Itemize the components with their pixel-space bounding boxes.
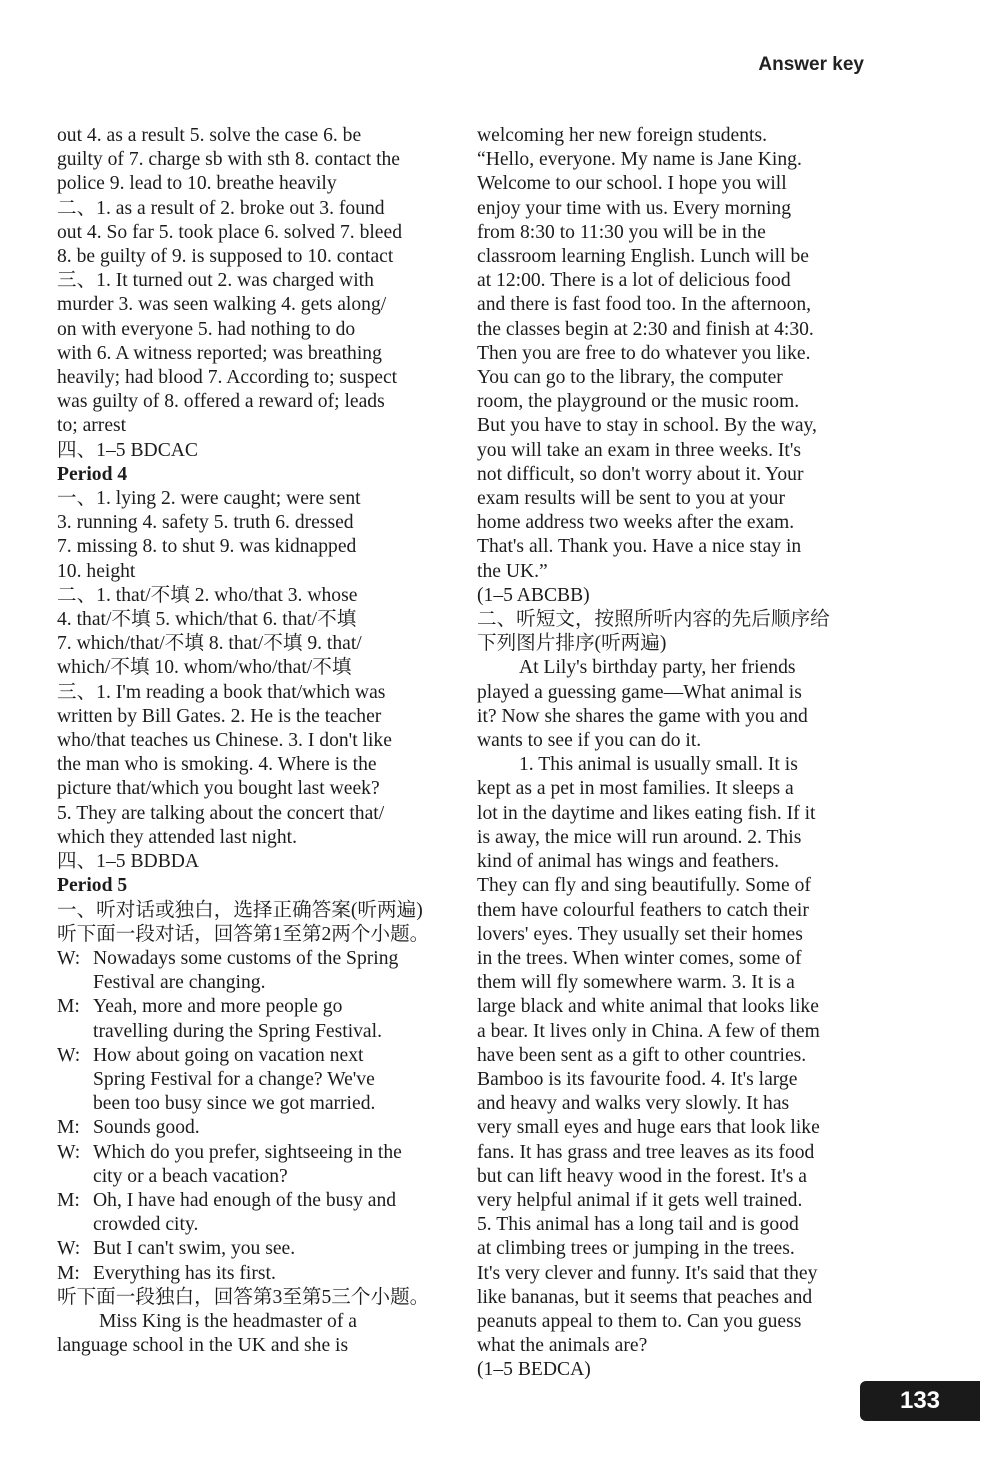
- text-line: welcoming her new foreign students.: [477, 125, 768, 146]
- right-column: [477, 124, 877, 1383]
- text-line: and heavy and walks very slowly. It has: [477, 1093, 790, 1115]
- text-line: 下列图片排序(听两遍): [477, 633, 667, 655]
- text-line: out 4. as a result 5. solve the case 6. be: [57, 125, 362, 146]
- text-line: city or a beach vacation?: [93, 1165, 288, 1187]
- dialogue-line: [57, 1141, 447, 1165]
- dialogue-line: [57, 947, 447, 971]
- text-line: kind of animal has wings and feathers.: [477, 851, 779, 873]
- text-line: 3. running 4. safety 5. truth 6. dressed: [57, 512, 354, 534]
- text-line: it? Now she shares the game with you and: [477, 705, 808, 727]
- text-line: large black and white animal that looks like: [477, 996, 819, 1018]
- text-line: written by Bill Gates. 2. He is the teacher: [57, 705, 382, 727]
- text-line: who/that teaches us Chinese. 3. I don't like: [57, 730, 392, 752]
- speaker-label: M:: [57, 1117, 80, 1139]
- text-line: Spring Festival for a change? We've: [93, 1068, 375, 1090]
- text-line: very small eyes and huge ears that look like: [477, 1117, 820, 1139]
- text-line: 一、听对话或独白，选择正确答案(听两遍): [57, 899, 423, 921]
- text-line: 听下面一段对话，回答第1至第2两个小题。: [57, 923, 430, 945]
- text-line: Welcome to our school. I hope you will: [477, 173, 787, 195]
- text-line: them will fly somewhere warm. 3. It is a: [477, 972, 795, 994]
- text-line: “Hello, everyone. My name is Jane King.: [477, 149, 802, 171]
- text-line: Festival are changing.: [93, 972, 266, 994]
- left-column: [57, 124, 447, 1358]
- dialogue-line: [57, 995, 447, 1019]
- speaker-label: M:: [57, 1189, 80, 1211]
- text-line: which/不填 10. whom/who/that/不填: [57, 657, 352, 679]
- text-line: 10. height: [57, 560, 136, 582]
- text-line: You can go to the library, the computer: [477, 367, 783, 389]
- text-line: 7. which/that/不填 8. that/不填 9. that/: [57, 633, 362, 655]
- text-line: It's very clever and funny. It's said that they: [477, 1262, 818, 1284]
- text-line: the UK.”: [477, 560, 548, 582]
- dialogue-line: [57, 1237, 447, 1261]
- dialogue-text: How about going on vacation next: [93, 1044, 364, 1066]
- text-line: Bamboo is its favourite food. 4. It's large: [477, 1068, 798, 1090]
- text-line: the man who is smoking. 4. Where is the: [57, 754, 377, 776]
- dialogue-text: But I can't swim, you see.: [93, 1238, 296, 1260]
- text-line: and there is fast food too. In the afternoon,: [477, 294, 812, 316]
- dialogue-text: Nowadays some customs of the Spring: [93, 947, 399, 969]
- dialogue-line: [57, 1044, 447, 1068]
- text-line: like bananas, but it seems that peaches and: [477, 1286, 813, 1308]
- text-line: classroom learning English. Lunch will be: [477, 246, 809, 268]
- text-line: 听下面一段独白，回答第3至第5三个小题。: [57, 1286, 430, 1308]
- text-line: 5. They are talking about the concert that/: [57, 802, 385, 824]
- text-line: At Lily's birthday party, her friends: [519, 657, 796, 679]
- text-line: but can lift heavy wood in the forest. It's a: [477, 1165, 808, 1187]
- speaker-label: M:: [57, 996, 80, 1018]
- text-line: language school in the UK and she is: [57, 1335, 349, 1357]
- text-line: 四、1–5 BDBDA: [57, 851, 200, 873]
- text-line: (1–5 BEDCA): [477, 1359, 591, 1381]
- page-number: 133: [860, 1381, 980, 1421]
- text-line: the classes begin at 2:30 and finish at 4:30.: [477, 318, 814, 340]
- text-line: a bear. It lives only in China. A few of them: [477, 1020, 820, 1042]
- text-line: They can fly and sing beautifully. Some of: [477, 875, 811, 897]
- text-line: what the animals are?: [477, 1335, 648, 1357]
- text-line: been too busy since we got married.: [93, 1093, 376, 1115]
- text-line: That's all. Thank you. Have a nice stay in: [477, 536, 802, 558]
- text-line: travelling during the Spring Festival.: [93, 1020, 382, 1042]
- text-line: 一、1. lying 2. were caught; were sent: [57, 488, 361, 510]
- text-line: lovers' eyes. They usually set their homes: [477, 923, 803, 945]
- text-line: home address two weeks after the exam.: [477, 512, 795, 534]
- dialogue-line: [57, 1262, 447, 1286]
- dialogue-text: Oh, I have had enough of the busy and: [93, 1189, 397, 1211]
- text-line: with 6. A witness reported; was breathing: [57, 342, 382, 364]
- text-line: them have colourful feathers to catch their: [477, 899, 809, 921]
- text-line: kept as a pet in most families. It sleeps a: [477, 778, 794, 800]
- text-line: very helpful animal if it gets well trained.: [477, 1189, 803, 1211]
- dialogue-line: [57, 1189, 447, 1213]
- text-line: 三、1. I'm reading a book that/which was: [57, 681, 386, 703]
- text-line: you will take an exam in three weeks. It's: [477, 439, 802, 461]
- text-line: Then you are free to do whatever you like.: [477, 342, 811, 364]
- text-line: (1–5 ABCBB): [477, 584, 590, 606]
- text-line: from 8:30 to 11:30 you will be in the: [477, 221, 766, 243]
- text-line: at climbing trees or jumping in the trees.: [477, 1238, 795, 1260]
- text-line: exam results will be sent to you at your: [477, 488, 785, 510]
- text-line: 7. missing 8. to shut 9. was kidnapped: [57, 536, 357, 558]
- dialogue-text: Which do you prefer, sightseeing in the: [93, 1141, 402, 1163]
- text-line: which they attended last night.: [57, 826, 297, 848]
- speaker-label: W:: [57, 1141, 81, 1163]
- text-line: murder 3. was seen walking 4. gets along/: [57, 294, 387, 316]
- text-line: crowded city.: [93, 1214, 199, 1236]
- text-line: was guilty of 8. offered a reward of; leads: [57, 391, 385, 413]
- speaker-label: M:: [57, 1262, 80, 1284]
- text-line: 5. This animal has a long tail and is good: [477, 1214, 799, 1236]
- text-line: is away, the mice will run around. 2. This: [477, 826, 802, 848]
- text-line: fans. It has grass and tree leaves as its food: [477, 1141, 815, 1163]
- text-line: wants to see if you can do it.: [477, 730, 702, 752]
- text-line: on with everyone 5. had nothing to do: [57, 318, 356, 340]
- text-line: played a guessing game—What animal is: [477, 681, 802, 703]
- text-line: at 12:00. There is a lot of delicious food: [477, 270, 791, 292]
- text-line: 二、1. as a result of 2. broke out 3. found: [57, 197, 385, 219]
- text-line: 三、1. It turned out 2. was charged with: [57, 270, 374, 292]
- text-line: not difficult, so don't worry about it. Your: [477, 463, 804, 485]
- text-line: guilty of 7. charge sb with sth 8. contact the: [57, 149, 401, 171]
- running-header: Answer key: [758, 54, 864, 75]
- text-line: 二、听短文，按照所听内容的先后顺序给: [477, 609, 830, 631]
- dialogue-text: Yeah, more and more people go: [93, 996, 343, 1018]
- dialogue-text: Everything has its first.: [93, 1262, 276, 1284]
- text-line: heavily; had blood 7. According to; suspect: [57, 367, 398, 389]
- text-line: lot in the daytime and likes eating fish. If it: [477, 802, 816, 824]
- text-line: Miss King is the headmaster of a: [99, 1310, 357, 1332]
- text-line: picture that/which you bought last week?: [57, 778, 380, 800]
- text-line: But you have to stay in school. By the way,: [477, 415, 817, 437]
- speaker-label: W:: [57, 1044, 81, 1066]
- text-line: room, the playground or the music room.: [477, 391, 800, 413]
- section-heading: Period 5: [57, 875, 128, 897]
- text-line: 二、1. that/不填 2. who/that 3. whose: [57, 584, 358, 606]
- text-line: in the trees. When winter comes, some of: [477, 947, 802, 969]
- text-line: enjoy your time with us. Every morning: [477, 197, 791, 219]
- text-line: police 9. lead to 10. breathe heavily: [57, 173, 337, 195]
- text-line: 8. be guilty of 9. is supposed to 10. contact: [57, 246, 394, 268]
- text-line: 4. that/不填 5. which/that 6. that/不填: [57, 609, 357, 631]
- text-line: out 4. So far 5. took place 6. solved 7. bleed: [57, 221, 402, 243]
- text-line: have been sent as a gift to other countries.: [477, 1044, 807, 1066]
- text-line: 1. This animal is usually small. It is: [519, 754, 798, 776]
- text-line: peanuts appeal to them to. Can you guess: [477, 1310, 802, 1332]
- dialogue-text: Sounds good.: [93, 1117, 200, 1139]
- text-line: 四、1–5 BDCAC: [57, 439, 198, 461]
- section-heading: Period 4: [57, 463, 128, 485]
- text-line: to; arrest: [57, 415, 127, 437]
- speaker-label: W:: [57, 947, 81, 969]
- dialogue-line: [57, 1116, 447, 1140]
- speaker-label: W:: [57, 1238, 81, 1260]
